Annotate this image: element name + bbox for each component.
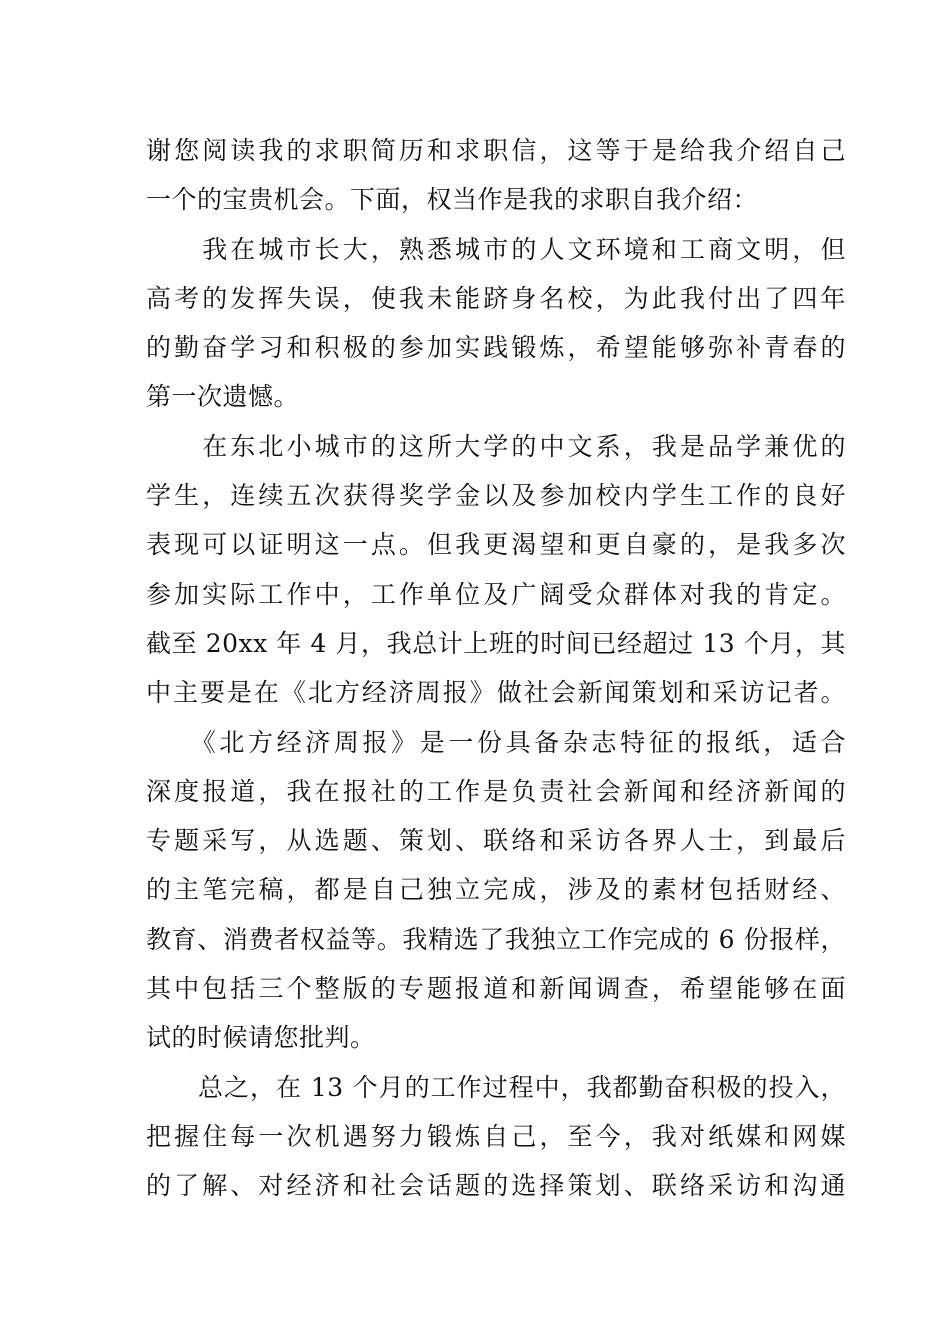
text-line: 的主笔完稿，都是自己独立完成，涉及的素材包括财经、 <box>146 875 846 905</box>
text-line: 专题采写，从选题、策划、联络和采访各界人士，到最后 <box>146 826 846 856</box>
text-line: 《北方经济周报》是一份具备杂志特征的报纸，适合 <box>146 727 846 757</box>
text-line: 一个的宝贵机会。下面，权当作是我的求职自我介绍： <box>146 185 759 215</box>
text-line: 我在城市长大，熟悉城市的人文环境和工商文明，但 <box>146 234 846 264</box>
text-line: 谢您阅读我的求职简历和求职信，这等于是给我介绍自己 <box>146 136 846 165</box>
text-line: 高考的发挥失误，使我未能跻身名校，为此我付出了四年 <box>146 283 846 313</box>
text-line: 的了解、对经济和社会话题的选择策划、联络采访和沟通 <box>146 1171 846 1201</box>
text-line: 的勤奋学习和积极的参加实践锻炼，希望能够弥补青春的 <box>146 333 846 363</box>
text-line: 中主要是在《北方经济周报》做社会新闻策划和采访记者。 <box>146 678 846 708</box>
text-line: 把握住每一次机遇努力锻炼自己，至今，我对纸媒和网媒 <box>146 1121 846 1151</box>
text-line: 参加实际工作中，工作单位及广阔受众群体对我的肯定。 <box>146 579 846 609</box>
paragraph-1 <box>146 126 846 225</box>
body-text <box>146 126 846 1211</box>
paragraph-4 <box>146 718 846 1063</box>
paragraph-3 <box>146 422 846 718</box>
text-line: 试的时候请您批判。 <box>146 1023 376 1053</box>
text-line: 表现可以证明这一点。但我更渴望和更自豪的，是我多次 <box>146 530 846 560</box>
text-line: 第一次遗憾。 <box>146 382 300 412</box>
text-line: 教育、消费者权益等。我精选了我独立工作完成的 6 份报样， <box>146 924 846 954</box>
paragraph-2 <box>146 225 846 422</box>
text-line: 截至 20xx 年 4 月，我总计上班的时间已经超过 13 个月，其 <box>146 628 846 658</box>
text-line: 学生，连续五次获得奖学金以及参加校内学生工作的良好 <box>146 481 846 511</box>
paragraph-5 <box>146 1063 846 1211</box>
text-line: 在东北小城市的这所大学的中文系，我是品学兼优的 <box>146 431 846 461</box>
text-line: 深度报道，我在报社的工作是负责社会新闻和经济新闻的 <box>146 776 846 806</box>
text-line: 总之，在 13 个月的工作过程中，我都勤奋积极的投入， <box>146 1072 846 1102</box>
text-line: 其中包括三个整版的专题报道和新闻调查，希望能够在面 <box>146 974 846 1004</box>
